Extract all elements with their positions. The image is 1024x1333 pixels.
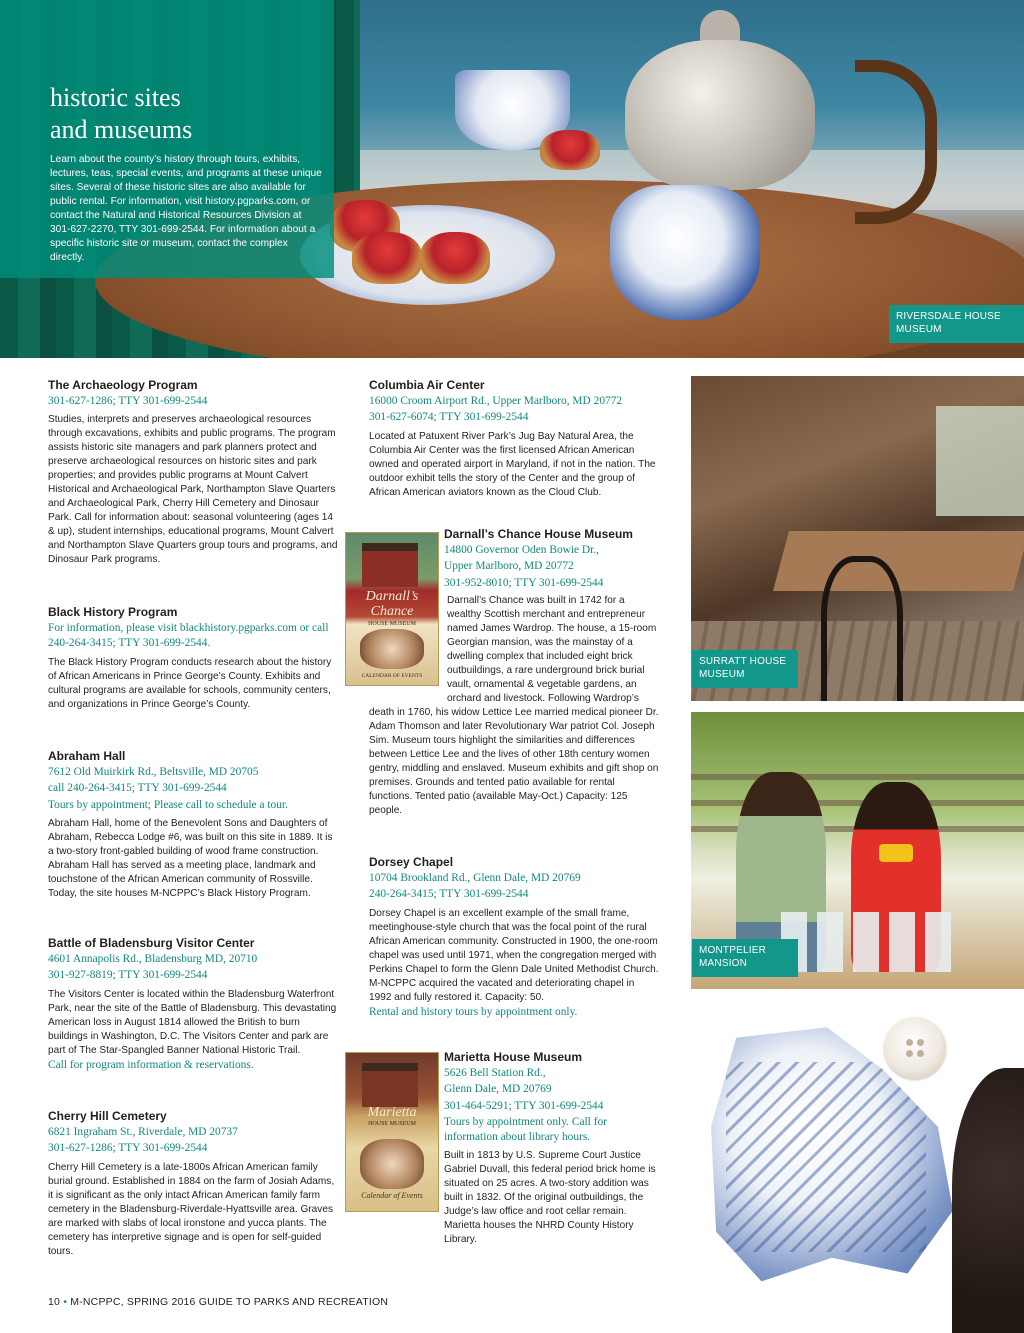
- page-title: [50, 82, 310, 146]
- strawberry-tart: [352, 232, 422, 284]
- intro-panel: [0, 0, 334, 278]
- entry-description: Dorsey Chapel is an excellent example of the small frame, meetinghouse-style church that was the focal point of the rural African American community. Constructed in 1900, the one-room chapel was used until 1971, when the congregation merged with Perkins Chapel to form the Glenn Dale United Methodist Church. M-NCPPC acquired the vacated and deteriorating chapel in 1992 and fully restored it. Capacity: 50.: [369, 907, 659, 1003]
- entry-address-line-2: Upper Marlboro, MD 20772: [444, 560, 574, 573]
- booklet-portrait: [360, 1139, 424, 1189]
- entry-address-line-1: 14800 Governor Oden Bowie Dr.,: [444, 544, 600, 556]
- entry-archaeology-program: [48, 378, 338, 567]
- entry-phone: 301-464-5291; TTY 301-699-2544: [444, 1099, 604, 1112]
- hero-photo-riversdale: [0, 0, 1024, 358]
- entry-address: 10704 Brookland Rd., Glenn Dale, MD 20769: [369, 872, 581, 884]
- button-hole: [917, 1050, 924, 1057]
- entry-tour-note: Tours by appointment; Please call to schedule a tour.: [48, 798, 288, 811]
- entry-columbia-air-center: [369, 378, 659, 500]
- entry-title: Marietta House Museum: [444, 1050, 583, 1064]
- entry-title: The Archaeology Program: [48, 378, 198, 392]
- booklet-subtitle: HOUSE MUSEUM: [368, 1121, 416, 1127]
- entry-address: 4601 Annapolis Rd., Bladensburg MD, 20710: [48, 953, 258, 965]
- entry-darnalls-chance: [444, 527, 658, 591]
- strawberry-tart: [420, 232, 490, 284]
- booklet-title-1: Darnall’s: [365, 589, 419, 604]
- entry-description: Built in 1813 by U.S. Supreme Court Justice Gabriel Duvall, this federal period brick home is situated on 25 acres. A two-story addition was built in 1832. Of the original outbuildings, the Judge’s law office and root cellar remain. Marietta houses the NHRD County History Library.: [444, 1150, 656, 1246]
- entry-black-history-program: [48, 605, 338, 712]
- entry-description: The Black History Program conducts research about the history of African Americans in Prince George’s County. Exhibits and cultural programs are available for schools, community centers, and organizations in Prince George’s County.: [48, 656, 332, 710]
- entry-phone: 301-927-8819; TTY 301-699-2544: [48, 969, 208, 982]
- entry-description: Located at Patuxent River Park’s Jug Bay Natural Area, the Columbia Air Center was the first licensed African American owned and operated airport in Maryland, if not in the nation. The outdoor exhibit tells the story of the Center and the group of African American aviators known as the Cloud Club.: [369, 430, 656, 498]
- strawberry-tart: [540, 130, 600, 170]
- window: [936, 406, 1024, 516]
- entry-address-line-2: Glenn Dale, MD 20769: [444, 1083, 552, 1096]
- entry-darnalls-chance-description: [369, 594, 659, 818]
- entry-bladensburg-visitor-center: [48, 936, 338, 1073]
- windsor-chair: [821, 556, 903, 701]
- teapot-handle: [855, 60, 937, 224]
- photo-caption-montpelier: [692, 939, 798, 977]
- entry-title: Abraham Hall: [48, 749, 126, 763]
- entry-contact: 301-627-1286; TTY 301-699-2544: [48, 395, 208, 407]
- entry-address-line-1: 5626 Bell Station Rd.,: [444, 1067, 546, 1079]
- booklet-footer: CALENDAR OF EVENTS: [361, 673, 423, 679]
- entry-description: Cherry Hill Cemetery is a late-1800s African American family burial ground. Established in 1884 on the farm of Josiah Adams, it is significant as the only intact African American family farm cemetery in the Bladensburg-Riverdale-Hyattsville area. Graves are marked with slabs of local ironstone and yucca plants. The cemetery has interpretive signage and is open for self-guided tours.: [48, 1161, 335, 1257]
- caption-line-2: MUSEUM: [699, 669, 745, 680]
- entry-cherry-hill-cemetery: [48, 1109, 338, 1259]
- entry-description: Abraham Hall, home of the Benevolent Sons and Daughters of Abraham, Rebecca Lodge #6, was built on this site in 1889. It is a two-story front-gabled building of wood frame construction. Abraham Hall has served as a meeting place, landmark and touchstone of the African American community of Rossville. Today, the site houses M-NCPPC’s Black History Program.: [48, 817, 333, 899]
- page-number: 10: [48, 1296, 61, 1308]
- footer-bullet: •: [63, 1296, 68, 1308]
- entry-title: Columbia Air Center: [369, 378, 485, 392]
- entry-address: 7612 Old Muirkirk Rd., Beltsville, MD 20705: [48, 766, 259, 778]
- photo-caption-surratt: [692, 650, 798, 688]
- caption-line-1: MONTPELIER: [699, 945, 767, 956]
- entry-title: Black History Program: [48, 605, 178, 619]
- entry-phone: 301-952-8010; TTY 301-699-2544: [444, 576, 604, 589]
- caption-line-1: SURRATT HOUSE: [699, 656, 787, 667]
- antique-button: [884, 1017, 946, 1079]
- silver-teapot: [625, 40, 815, 190]
- entry-description-text: Darnall’s Chance was built in 1742 for a wealthy Scottish merchant and entrepreneur named James Wardrop. The house, a 15-room Georgian mansion, was the mainstay of a dwelling complex that included eight brick outbuildings, a rare underground brick burial vault, ornamental & vegetable gardens, an orchard and livestock. Following Wardrop’s death in 1760, his widow Lettice Lee married medical pioneer Dr. Adam Thomson and later Revolutionary War patriot Col. Joseph Sim. Museum tours highlight the similarities and differences between Lettice Lee and the lives of other 18th century women gentry, middling and enslaved. Museum exhibits and gift shop on premises. Grounds and tented patio available for rental functions. Tented patio (available May-Oct.) Capacity: 125 people.: [369, 595, 659, 816]
- wooden-table: [773, 531, 1024, 591]
- entry-title: Cherry Hill Cemetery: [48, 1109, 167, 1123]
- entry-note: Call for program information & reservations.: [48, 1058, 254, 1071]
- sherd-pattern: [726, 1062, 926, 1252]
- caption-line-2: MANSION: [699, 958, 748, 969]
- entry-address: 6821 Ingraham St., Riverdale, MD 20737: [48, 1126, 238, 1138]
- entry-tour-note: Tours by appointment only. Call for information about library hours.: [444, 1115, 607, 1144]
- entry-title: Darnall’s Chance House Museum: [444, 527, 633, 541]
- entry-title: Dorsey Chapel: [369, 855, 454, 869]
- booklet-title: Marietta: [367, 1105, 417, 1120]
- button-hole: [917, 1039, 924, 1046]
- caption-line-1: RIVERSDALE HOUSE: [896, 311, 1001, 322]
- entry-dorsey-chapel: [369, 855, 659, 1020]
- button-hole: [906, 1039, 913, 1046]
- entry-address: 16000 Croom Airport Rd., Upper Marlboro, MD 20772: [369, 395, 623, 407]
- booklet-footer: Calendar of Events: [361, 1191, 423, 1200]
- title-line-1: historic sites: [50, 83, 181, 112]
- entry-phone: 301-627-1286; TTY 301-699-2544: [48, 1142, 208, 1155]
- entry-contact: For information, please visit blackhistory.pgparks.com or call 240-264-3415; TTY 301-699-2544.: [48, 622, 329, 650]
- entry-description: The Visitors Center is located within the Bladensburg Waterfront Park, near the site of the Battle of Bladensburg. This devastating American loss in August 1814 allowed the British to burn buildings in Washington, D.C. The Visitors Center and park are part of The Star-Spangled Banner National Historic Trail.: [48, 988, 337, 1056]
- blue-willow-creamer: [610, 185, 760, 320]
- booklet-subtitle: HOUSE MUSEUM: [368, 621, 416, 627]
- intro-text: Learn about the county’s history through tours, exhibits, lectures, teas, special events, and programs at these unique sites. Several of these historic sites are also available for public rental. For information, visit history.pgparks.com, or contact the Natural and Historical Resources Division at 301-627-2270, TTY 301-699-2544. For information about a specific historic site or museum, contact the complex directly.: [50, 154, 322, 263]
- shirt-logo: [879, 844, 913, 862]
- photo-caption-riversdale: [889, 305, 1024, 343]
- title-line-2: and museums: [50, 115, 193, 144]
- entry-marietta-house: [444, 1050, 658, 1247]
- house-illustration: [362, 1063, 418, 1107]
- button-hole: [906, 1050, 913, 1057]
- entry-phone: 301-627-6074; TTY 301-699-2544: [369, 411, 529, 424]
- entry-phone: 240-264-3415; TTY 301-699-2544: [369, 888, 529, 901]
- entry-abraham-hall: [48, 749, 338, 901]
- entry-description: Studies, interprets and preserves archaeological resources through excavations, exhibits and public programs. The program assists historic site managers and park planners protect and preserve archaeological resources on historic sites and park properties; and provides public programs at Mount Calvert Historical and Archaeological Park, Northampton Slave Quarters and Archaeological Park, Cherry Hill Cemetery and Dinosaur Park. Call for information about: seasonal volunteering (ages 14 & up), student internships, educational programs, Mount Calvert and Northampton Slave Quarters group tours and programs, and Dinosaur Park programs.: [48, 414, 338, 566]
- house-illustration: [362, 543, 418, 587]
- text-wrap-spacer: [369, 594, 447, 704]
- footer-text: M-NCPPC, SPRING 2016 GUIDE TO PARKS AND RECREATION: [70, 1296, 389, 1308]
- entry-description: [369, 594, 659, 818]
- entry-note: Rental and history tours by appointment only.: [369, 1005, 578, 1018]
- entry-phone: call 240-264-3415; TTY 301-699-2544: [48, 782, 227, 795]
- caption-line-2: MUSEUM: [896, 324, 942, 335]
- entry-title: Battle of Bladensburg Visitor Center: [48, 936, 255, 950]
- page-footer: [48, 1296, 388, 1308]
- marietta-booklet-image: [345, 1052, 439, 1212]
- glass-jars: [781, 912, 951, 972]
- booklet-title-2: Chance: [370, 604, 414, 619]
- period-jacket: [952, 1068, 1024, 1333]
